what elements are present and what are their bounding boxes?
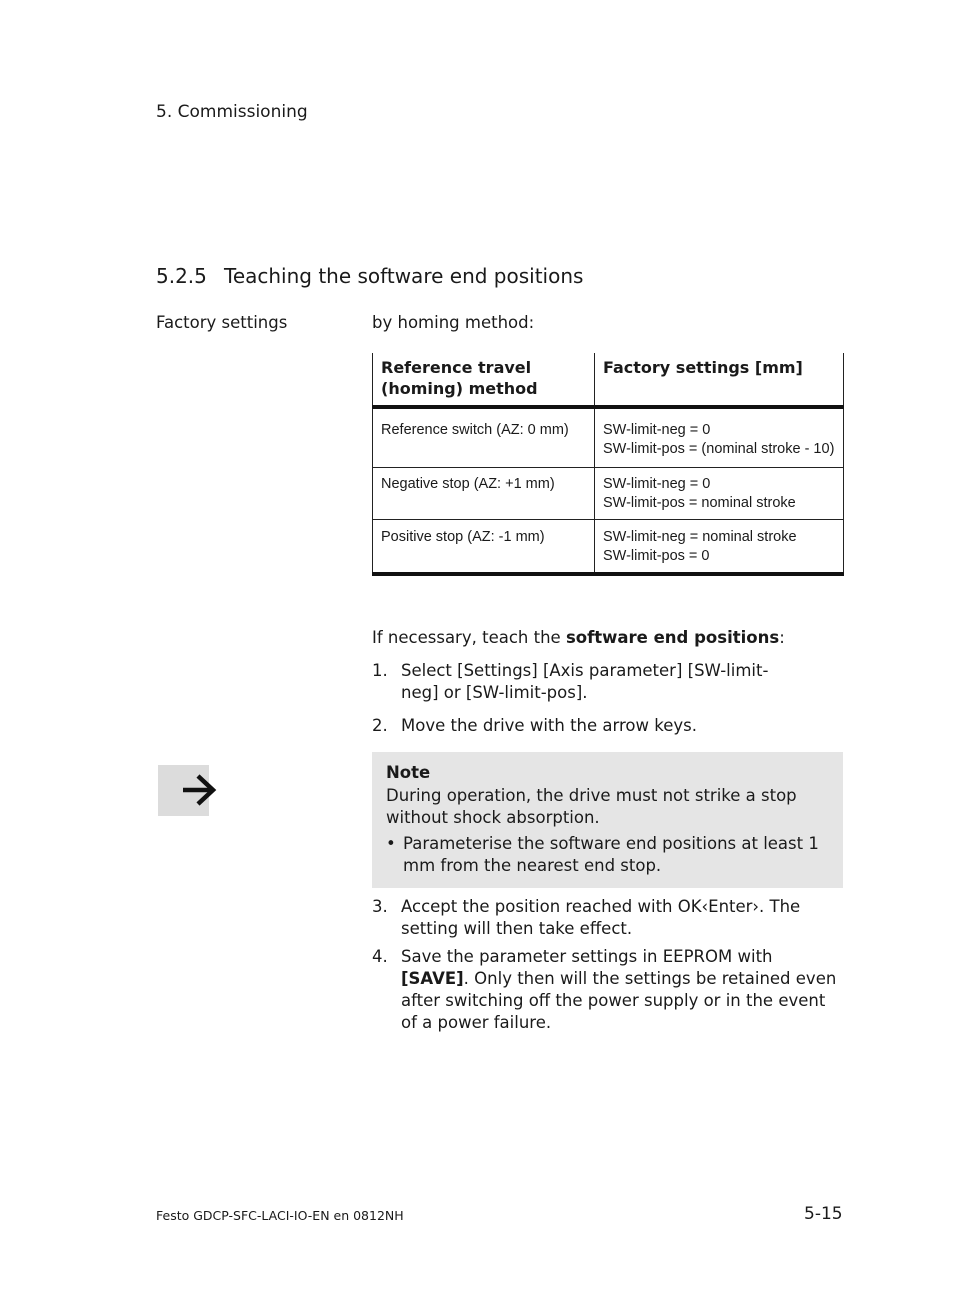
teach-intro-colon: : (779, 628, 785, 647)
step-2 (372, 715, 842, 737)
homing-method-intro: by homing method: (372, 313, 535, 332)
table-row (373, 520, 844, 575)
section-number: 5.2.5 (156, 264, 207, 288)
settings-line: SW-limit-pos = 0 (603, 548, 710, 564)
step-3 (372, 896, 842, 940)
table-cell-settings (595, 407, 844, 468)
note-bullet-text: Parameterise the software end positions at least 1 mm from the nearest end stop. (403, 834, 819, 875)
settings-line: SW-limit-pos = nominal stroke (603, 495, 796, 511)
settings-line: SW-limit-neg = 0 (603, 422, 711, 438)
bullet-dot: • (386, 834, 396, 853)
note-text: During operation, the drive must not strike a stop without shock absorption. (386, 786, 797, 827)
factory-settings-table (372, 353, 844, 576)
section-heading (156, 264, 583, 288)
teach-intro-text: If necessary, teach the (372, 628, 566, 647)
note-title: Note (386, 763, 431, 782)
factory-settings-label: Factory settings (156, 313, 288, 332)
step-number: 1. (372, 661, 388, 680)
table-cell-method: Positive stop (AZ: -1 mm) (373, 520, 595, 575)
settings-line: SW-limit-neg = nominal stroke (603, 529, 797, 545)
teach-intro (372, 627, 785, 649)
step-number: 2. (372, 716, 388, 735)
footer-document-id: Festo GDCP-SFC-LACI-IO-EN en 0812NH (156, 1208, 404, 1223)
table-row (373, 407, 844, 468)
step-text-part: Save the parameter settings in EEPROM with (401, 947, 773, 966)
step-text-part: . Only then will the settings be retained even after switching off the power supply or in the event of a power failure. (401, 969, 837, 1032)
step-text (401, 946, 842, 1034)
table-cell-method: Reference switch (AZ: 0 mm) (373, 407, 595, 468)
step-text: Move the drive with the arrow keys. (401, 716, 697, 735)
settings-line: SW-limit-pos = (nominal stroke - 10) (603, 441, 835, 457)
page-number: 5-15 (804, 1204, 843, 1224)
step-number: 3. (372, 897, 388, 916)
save-keyword: [SAVE] (401, 969, 464, 988)
table-row (373, 468, 844, 520)
note-bullet (386, 833, 836, 877)
note-box (372, 752, 843, 888)
step-1 (372, 660, 842, 704)
table-cell-settings (595, 520, 844, 575)
teach-intro-bold: software end positions (565, 628, 780, 647)
chapter-header: 5. Commissioning (156, 102, 308, 122)
section-title: Teaching the software end positions (224, 264, 584, 288)
note-marker (158, 765, 209, 816)
table-cell-method: Negative stop (AZ: +1 mm) (373, 468, 595, 520)
table-header-settings: Factory settings [mm] (595, 353, 844, 407)
table-header-method: Reference travel (homing) method (373, 353, 595, 407)
step-text: Accept the position reached with OK‹Enter›. The setting will then take effect. (401, 897, 801, 938)
settings-line: SW-limit-neg = 0 (603, 476, 711, 492)
arrow-right-icon (180, 771, 218, 809)
step-4 (372, 946, 842, 1034)
step-text: Select [Settings] [Axis parameter] [SW-limit-neg] or [SW-limit-pos]. (401, 661, 769, 702)
step-number: 4. (372, 947, 388, 966)
table-cell-settings (595, 468, 844, 520)
table-header-row (373, 353, 844, 407)
